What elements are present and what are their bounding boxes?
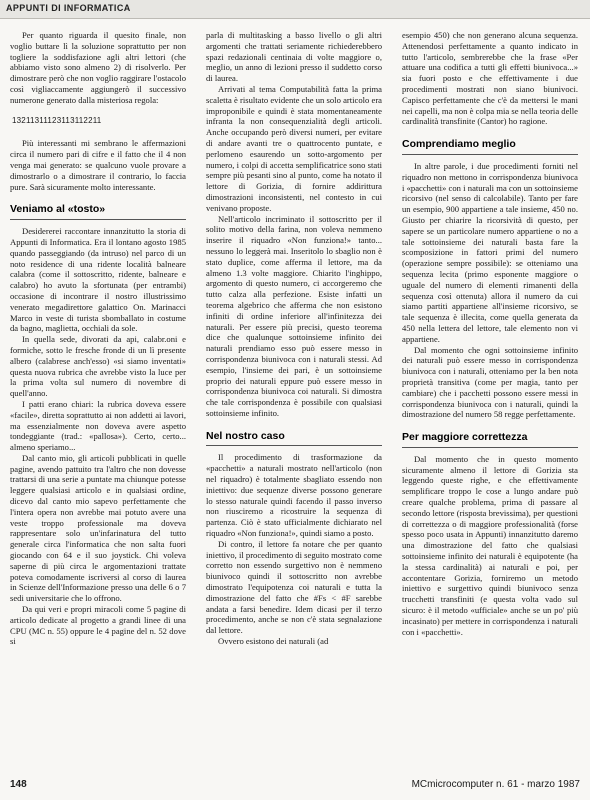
number-sequence: 13211311123113112211	[12, 115, 102, 125]
paragraph: parla di multitasking a basso livello o gli altri argomenti che trattati seriamente richiederebbero spazi redazionali centinaia di volte maggiore o, meglio, un anno di lezioni presso il suddetto corso di laurea.	[206, 30, 382, 84]
column-2	[206, 30, 382, 760]
paragraph: Nell'articolo incriminato il sottoscritto per il solito motivo della farina, non voleva nemmeno inserire il riquadro «Non funziona!» tanto... nessuno lo leggerà mai. Inseritolo lo sbaglio non è stato duplice, come afferma il lettore, ma da almeno 1.3 volte maggiore. Chiarito l'inghippo, argomento di questo numero, ci accorgeremo che tutto calza alla perfezione. Esiste infatti un teorema algebrico che afferma che non esistono infiniti di ordine inferiore all'infinitezza dei naturali. Per essere più precisi, questo teorema dice che qualunque sottoinsieme infinito dei naturali prendiamo esso può essere messo in corrispondenza biunivoca con i naturali stessi. Ad esempio, l'insieme dei pari, è un sottoinsieme proprio dei naturali eppure può essere messo in corrispondenza biunivoca coi naturali. Si dimostra che tale corrispondenza è possibile con qualsiasi sottoinsieme infinito.	[206, 213, 382, 418]
paragraph: Ovvero esistono dei naturali (ad	[218, 636, 329, 647]
paragraph: Di contro, il lettore fa notare che per quanto iniettivo, il procedimento di seguito mostrato come corretto non essendo surgettivo non è nemmeno biunivoco quindi il sottoscritto non avrebbe dimostrato l'equipotenza coi naturali e tutta la dimostrazione del fatto che #Fs < #F sarebbe andata a farsi benedire. Idem dicasi per il terzo procedimento, anche se non c'è stata segnalazione dal lettore.	[206, 538, 382, 636]
column-1	[10, 30, 186, 760]
section-heading: Comprendiamo meglio	[402, 133, 578, 155]
section-title: APPUNTI DI INFORMATICA	[6, 3, 131, 13]
paragraph: Per quanto riguarda il quesito finale, non voglio buttare lì la soluzione soprattutto per non togliere la soddisfazione agli altri lettori (che abbiamo visto sono almeno 2) di risolverlo. Per dimostrare però che non voglio raggirare l'ostacolo così vigliaccamente aggiungerò il successivo numerone generato dalla misteriosa regola:	[10, 30, 186, 105]
paragraph: Più interessanti mi sembrano le affermazioni circa il numero pari di cifre e il fatto che il 4 non venga mai generato: se qualcuno vuole provare a dimostrarlo o a dimostrare il contrario, lo faccia pure. Sarà sicuramente molto interessante.	[10, 138, 186, 192]
paragraph: Il procedimento di trasformazione da «pacchetti» a naturali mostrato nell'articolo (non nel riquadro) è totalmente sbagliato essendo non iniettivo: due sequenze diverse possono generare lo stesso naturale quindi facendo il passo inverso non riusciremo a ricostruire la sequenza di partenza. Ciò è stato ufficialmente dichiarato nel riquadro «Non funziona!», quindi siamo a posto.	[206, 452, 382, 539]
column-3	[402, 30, 578, 760]
paragraph: In altre parole, i due procedimenti forniti nel riquadro non mettono in corrispondenza biunivoca i «pacchetti» con i naturali ma con un sottoinsieme ricorsivo (nel senso di calcolabile). Tanto per fare un esempio, 900 appartiene a tale insieme, 450 no. Giusto per chiarire la ricorsività di questo, per sapere se un particolare numero appartiene o no a tale sottoinsieme dei naturali basta fare la scomposizione in fattori primi del numero (operazione sempre possibile): se otteniamo una sequenza lecita (primo esponente maggiore o uguale del numero di elementi rimanenti della sequenza così ottenuta) allora il numero da cui siamo partiti appartiene all'insieme ricorsivo, se tale sequenza è illecita, come quella generata da 450 nella lettera del lettore, tale elemento non vi appartiene.	[402, 160, 578, 344]
paragraph: esempio 450) che non generano alcuna sequenza. Attenendosi perfettamente a quanto indicato in tutto l'articolo, sembrerebbe che la frase «Per attuare una codifica a tutti gli effetti biunivoca...» sia fuori posto e che effettivamente i due procedimenti mostrati non siano biunivoci. Capisco perfettamente che c'è da mettersi le mani nei capelli, ma non è colpa mia se nella teoria delle cardinalità transfinite (Cantor) ho ragione.	[402, 30, 578, 127]
paragraph: I patti erano chiari: la rubrica doveva essere «facile», diretta soprattutto ai non addetti ai lavori, ma essenzialmente non doveva avere aspetto tondeggiante (trad.: «pallosa»). Certo, certo... almeno speriamo...	[10, 398, 186, 453]
paragraph: Dal momento che ogni sottoinsieme infinito dei naturali può essere messo in corrispondenza biunivoca con i naturali, otteniamo per la ben nota proprietà transitiva (come per magia, tanto per cambiare) che i pacchetti possono essere messi in corrispondenza biunivoca con i naturali, quindi la dimostrazione del numero 58 regge perfettamente.	[402, 344, 578, 420]
paragraph: Da qui veri e propri miracoli come 5 pagine di articolo dedicate al progetto a grandi linee di una CPU (MC n. 55) oppure le 4 pagine del n. 52 dove si	[10, 604, 186, 647]
section-heading: Nel nostro caso	[206, 425, 382, 447]
paragraph: Arrivati al tema Computabilità fatta la prima scaletta è risultato evidente che un solo articolo era improponibile e quindi è stata momentaneamente infranta la non consequenzialità degli articoli. Anche occupando però diversi numeri, per evitare di andare avanti tre o quattrocento puntate, e perlomeno esaurendo un sotto-argomento per numero, i colpi di accetta semplificatrice sono stati sempre più pesanti sino al punto, come ha notato il lettore di Gorizia, di fornire addirittura dimostrazioni inconsistenti, nel contesto in cui venivano proposte.	[206, 83, 382, 213]
section-header-bar	[0, 0, 590, 19]
section-heading: Per maggiore correttezza	[402, 426, 578, 448]
page-number: 148	[10, 779, 27, 790]
paragraph: Dal momento che in questo momento sicuramente almeno il lettore di Gorizia sta leggendo queste righe, e che effettivamente semplificare troppo le cose a lungo andare può creare qualche problema, prima di passare al secondo lettore (risposta brevissima), per questioni di correttezza o di maggiore professionalità (forse spesso poco usata in Appunti) innanzitutto daremo una dimostrazione del fatto che qualsiasi sottoinsieme infinito dei naturali è equipotente (ha la stessa cardinalità) ai naturali e poi, per accontentare Gorizia, forniremo un metodo iniettivo e surgettivo quindi biunivoco senza trucchetti transfiniti (e questa volta vado sul sicuro: è il metodo «ufficiale» anche se un po' più incasinato) per mettere in corrispondenza i naturali con i «pacchetti».	[402, 453, 578, 637]
section-heading: Veniamo al «tosto»	[10, 198, 186, 220]
paragraph: Dal canto mio, gli articoli pubblicati in quelle pagine, avendo pattuito tra l'altro che non dovesse trattarsi di una serie a puntate ma chiunque potesse leggere qualsiasi articolo e in qualsiasi ordine, dicevo dal canto mio sapevo perfettamente che l'intera opera non avrebbe mai potuto avere una veste troppo professionale ma doveva rappresentare solo un'infarinatura del tutto generale circa l'informatica che non salta fuori giocando con 64 e il suo joystick. Chi voleva saperne di più circa le argomentazioni trattate poteva comodamente iscriversi al corso di laurea in Scienze dell'Informazione presso una delle 6 o 7 sedi universitarie che lo offrono.	[10, 452, 186, 604]
paragraph: Desidererei raccontare innanzitutto la storia di Appunti di Informatica. Era il lontano agosto 1985 quando passeggiando (da intruso) nel parco di un noto residence di una ridente località balneare calabra (come il sottoscritto, ridente, balneare e calabro) ho avuto la sfortunata (per entrambi) occasione di incontrare il nostro illustrissimo venerato megadirettore galattico On. Marinacci Marco in veste di turista sbomballato in costume da bagno, maglietta, occhiali da sole.	[10, 226, 186, 334]
magazine-issue: MCmicrocomputer n. 61 - marzo 1987	[411, 779, 580, 790]
paragraph: In quella sede, divorati da api, calabr.oni e formiche, sotto le fresche fronde di un lì presente albero (calabrese anch'esso) «si siamo inventati» questa nuova rubrica che avrebbe visto la luce per la prima volta sul numero di novembre di quell'anno.	[10, 334, 186, 399]
